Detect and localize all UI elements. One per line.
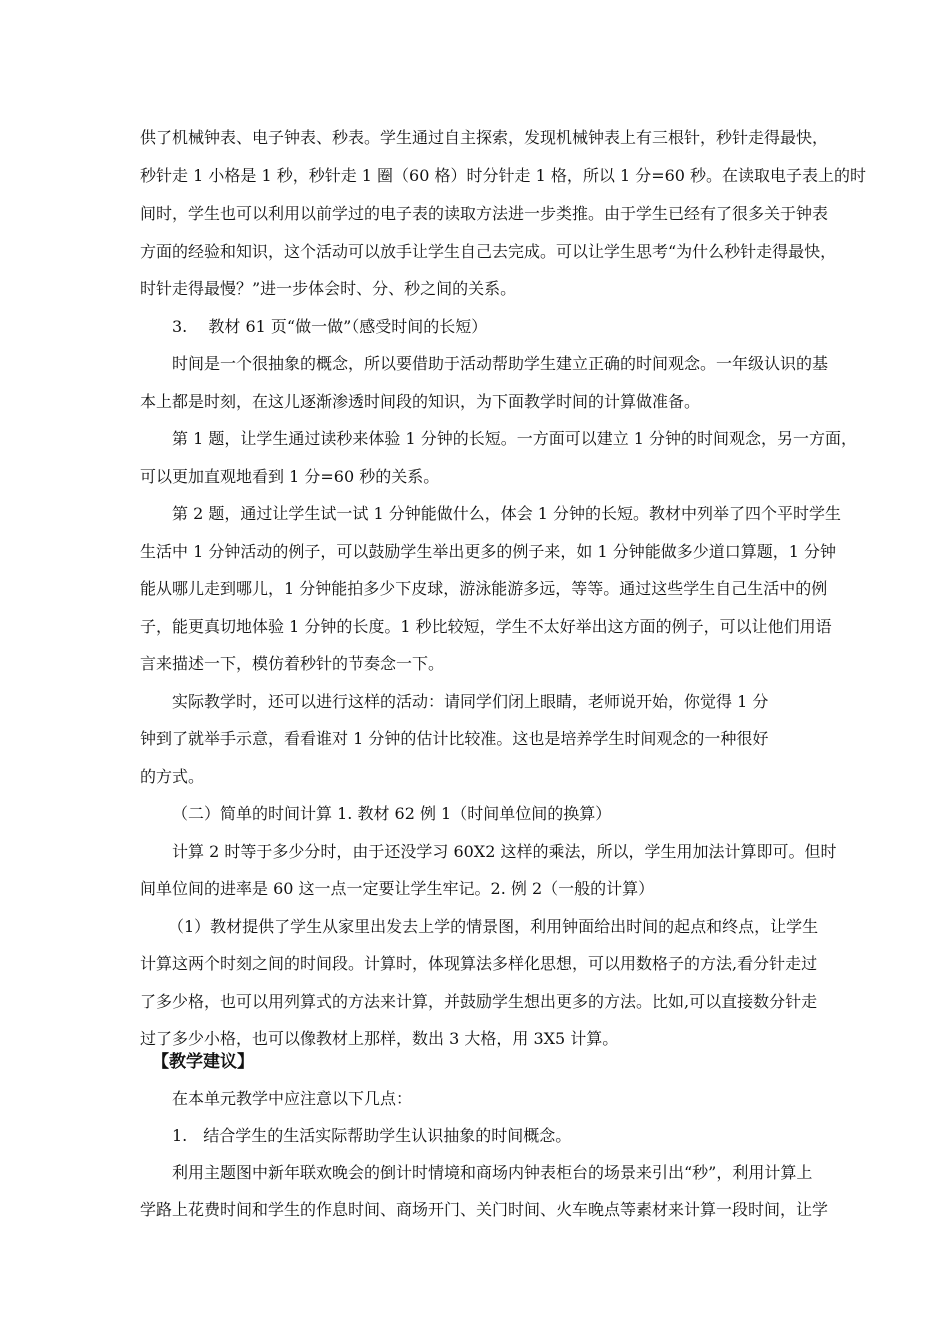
paragraph-line: 生活中 1 分钟活动的例子，可以鼓励学生举出更多的例子来，如 1 分钟能做多少道口算题，1 分钟	[140, 542, 836, 561]
paragraph-line: 学路上花费时间和学生的作息时间、商场开门、关门时间、火车晚点等素材来计算一段时间，让学	[140, 1200, 829, 1219]
paragraph-line: 能从哪儿走到哪儿，1 分钟能拍多少下皮球，游泳能游多远，等等。通过这些学生自己生活中的例	[140, 579, 828, 598]
paragraph-line: 间时，学生也可以利用以前学过的电子表的读取方法进一步类推。由于学生已经有了很多关于钟表	[140, 204, 829, 223]
paragraph-line: 供了机械钟表、电子钟表、秒表。学生通过自主探索，发现机械钟表上有三根针，秒针走得最快，	[140, 128, 829, 147]
teaching-suggestion-heading: 【教学建议】	[152, 1052, 254, 1072]
paragraph-line: 实际教学时，还可以进行这样的活动：请同学们闭上眼睛，老师说开始，你觉得 1 分	[172, 692, 769, 711]
paragraph-line: 在本单元教学中应注意以下几点：	[172, 1089, 413, 1108]
paragraph-line: 秒针走 1 小格是 1 秒，秒针走 1 圈（60 格）时分针走 1 格，所以 1 分=60 秒。在读取电子表上的时	[140, 166, 867, 185]
paragraph-line: 计算这两个时刻之间的时间段。计算时，体现算法多样化思想，可以用数格子的方法,看分针走过	[140, 954, 818, 973]
list-item-heading: 1. 结合学生的生活实际帮助学生认识抽象的时间概念。	[172, 1126, 572, 1145]
section-item-heading: 3. 教材 61 页“做一做”（感受时间的长短）	[172, 317, 488, 336]
paragraph-line: 第 2 题，通过让学生试一试 1 分钟能做什么，体会 1 分钟的长短。教材中列举了四个平时学生	[172, 504, 842, 523]
section-heading: （二）简单的时间计算 1. 教材 62 例 1（时间单位间的换算）	[172, 804, 612, 823]
paragraph-line: 时针走得最慢？”进一步体会时、分、秒之间的关系。	[140, 279, 517, 298]
paragraph-line: 可以更加直观地看到 1 分=60 秒的关系。	[140, 467, 440, 486]
paragraph-line: 言来描述一下，模仿着秒针的节奏念一下。	[140, 654, 445, 673]
paragraph-line: 第 1 题，让学生通过读秒来体验 1 分钟的长短。一方面可以建立 1 分钟的时间观念，另一方面，	[172, 429, 858, 448]
paragraph-line: 钟到了就举手示意，看看谁对 1 分钟的估计比较准。这也是培养学生时间观念的一种很好	[140, 729, 769, 748]
paragraph-line: 方面的经验和知识，这个活动可以放手让学生自己去完成。可以让学生思考“为什么秒针走得最快，	[140, 242, 837, 261]
paragraph-line: 过了多少小格，也可以像教材上那样，数出 3 大格，用 3X5 计算。	[140, 1029, 619, 1048]
paragraph-line: 的方式。	[140, 767, 205, 786]
paragraph-line: 利用主题图中新年联欢晚会的倒计时情境和商场内钟表柜台的场景来引出“秒”，利用计算上	[172, 1163, 813, 1182]
paragraph-line: 子，能更真切地体验 1 分钟的长度。1 秒比较短，学生不太好举出这方面的例子，可以让他们用语	[140, 617, 832, 636]
paragraph-line: 间单位间的进率是 60 这一点一定要让学生牢记。2. 例 2（一般的计算）	[140, 879, 655, 898]
paragraph-line: 时间是一个很抽象的概念，所以要借助于活动帮助学生建立正确的时间观念。一年级认识的基	[172, 354, 829, 373]
paragraph-line: 计算 2 时等于多少分时，由于还没学习 60X2 这样的乘法，所以，学生用加法计算即可。但时	[172, 842, 837, 861]
paragraph-line: 了多少格，也可以用列算式的方法来计算，并鼓励学生想出更多的方法。比如,可以直接数分针走	[140, 992, 818, 1011]
paragraph-line: （1）教材提供了学生从家里出发去上学的情景图，利用钟面给出时间的起点和终点，让学生	[168, 917, 819, 936]
paragraph-line: 本上都是时刻，在这儿逐渐渗透时间段的知识，为下面教学时间的计算做准备。	[140, 392, 701, 411]
